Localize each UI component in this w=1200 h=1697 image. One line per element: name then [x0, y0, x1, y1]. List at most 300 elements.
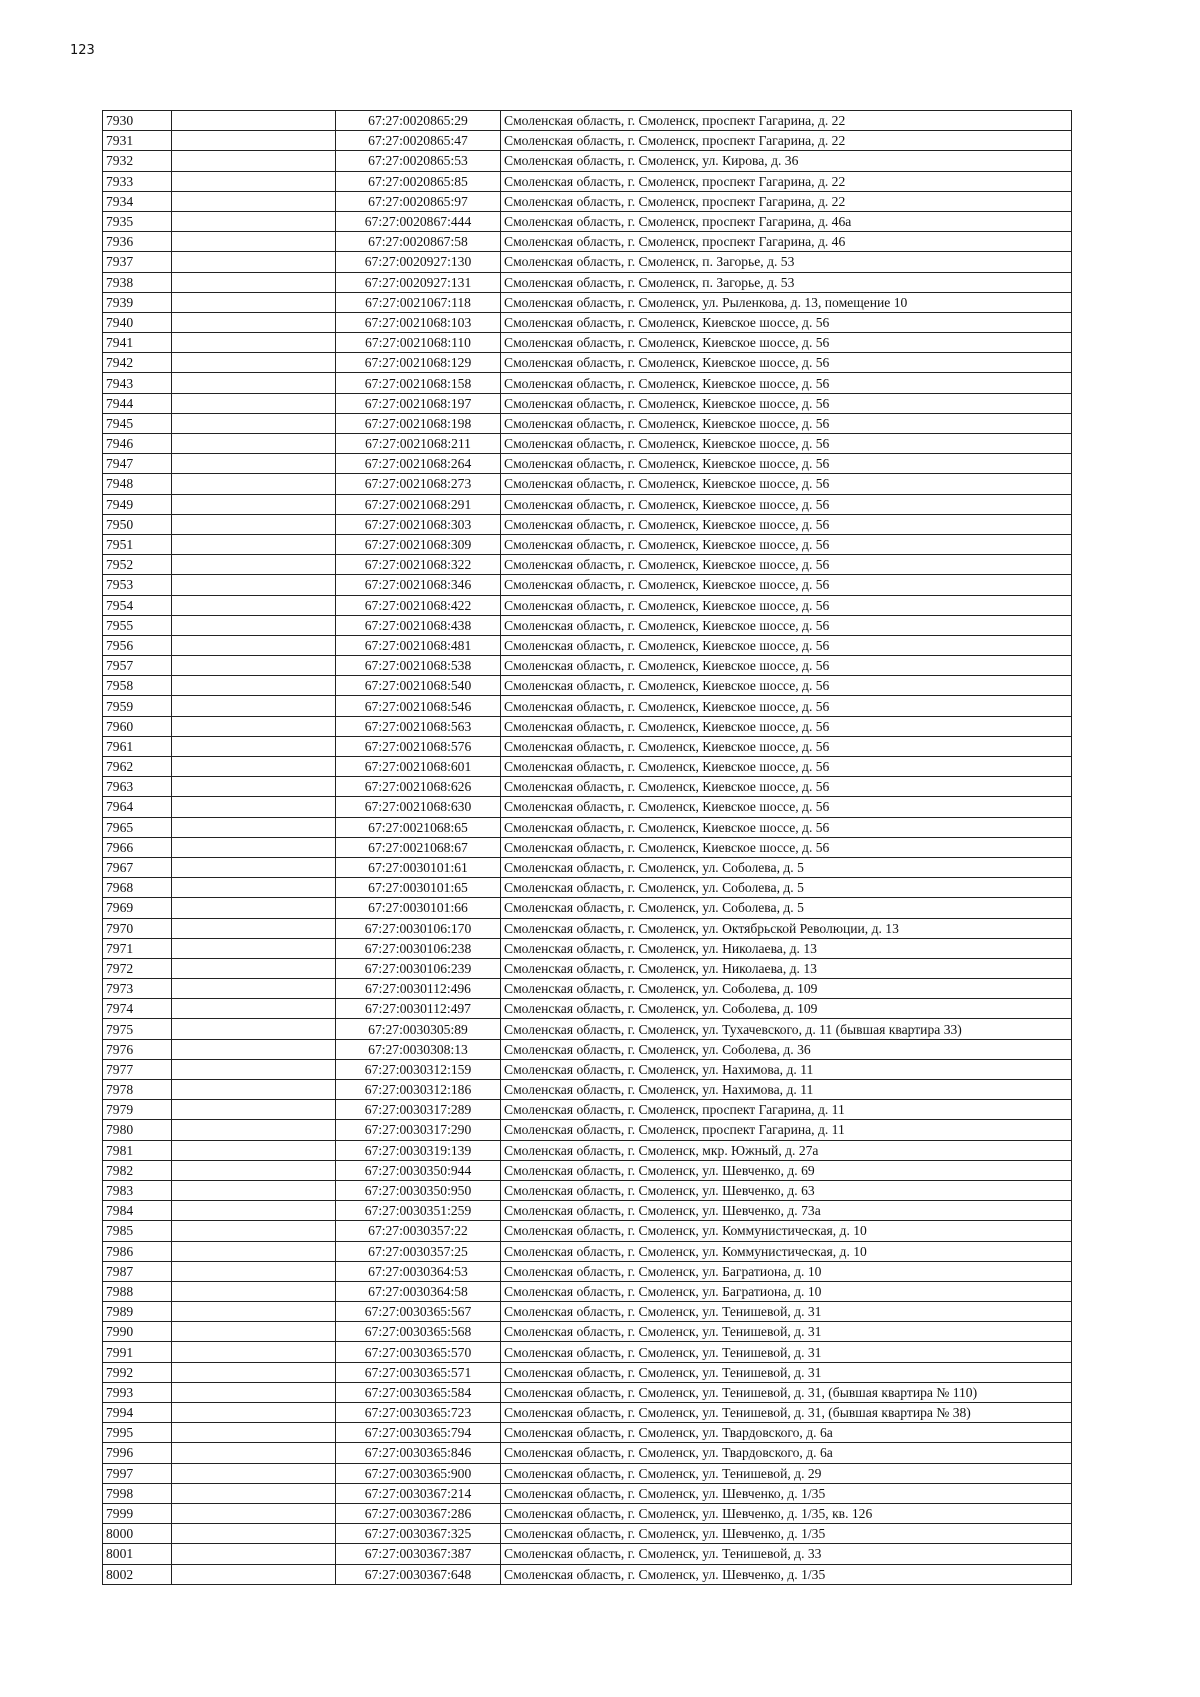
- table-row: [103, 595, 1072, 615]
- records-body: [103, 111, 1072, 1585]
- table-row: [103, 918, 1072, 938]
- address-cell: Смоленская область, г. Смоленск, Киевское шоссе, д. 56: [501, 494, 1072, 514]
- cadastral-number-cell: 67:27:0030106:238: [336, 938, 501, 958]
- address-cell: Смоленская область, г. Смоленск, ул. Соболева, д. 5: [501, 878, 1072, 898]
- row-number-cell: 7958: [103, 676, 172, 696]
- empty-cell: [172, 1483, 336, 1503]
- row-number-cell: 7943: [103, 373, 172, 393]
- empty-cell: [172, 1362, 336, 1382]
- empty-cell: [172, 131, 336, 151]
- row-number-cell: 7989: [103, 1302, 172, 1322]
- table-row: [103, 131, 1072, 151]
- row-number-cell: 7967: [103, 857, 172, 877]
- row-number-cell: 7983: [103, 1180, 172, 1200]
- address-cell: Смоленская область, г. Смоленск, Киевское шоссе, д. 56: [501, 353, 1072, 373]
- address-cell: Смоленская область, г. Смоленск, Киевское шоссе, д. 56: [501, 333, 1072, 353]
- table-row: [103, 111, 1072, 131]
- row-number-cell: 8002: [103, 1564, 172, 1584]
- row-number-cell: 7994: [103, 1403, 172, 1423]
- table-row: [103, 1160, 1072, 1180]
- row-number-cell: 7938: [103, 272, 172, 292]
- empty-cell: [172, 1503, 336, 1523]
- row-number-cell: 7996: [103, 1443, 172, 1463]
- table-row: [103, 312, 1072, 332]
- cadastral-number-cell: 67:27:0021068:626: [336, 777, 501, 797]
- table-row: [103, 817, 1072, 837]
- table-row: [103, 1322, 1072, 1342]
- row-number-cell: 7965: [103, 817, 172, 837]
- address-cell: Смоленская область, г. Смоленск, ул. Тенишевой, д. 31: [501, 1302, 1072, 1322]
- table-row: [103, 1544, 1072, 1564]
- table-row: [103, 696, 1072, 716]
- row-number-cell: 7944: [103, 393, 172, 413]
- empty-cell: [172, 1039, 336, 1059]
- empty-cell: [172, 1443, 336, 1463]
- cadastral-number-cell: 67:27:0030350:950: [336, 1180, 501, 1200]
- table-row: [103, 878, 1072, 898]
- address-cell: Смоленская область, г. Смоленск, ул. Нахимова, д. 11: [501, 1059, 1072, 1079]
- cadastral-number-cell: 67:27:0021068:576: [336, 736, 501, 756]
- row-number-cell: 7932: [103, 151, 172, 171]
- row-number-cell: 7952: [103, 555, 172, 575]
- address-cell: Смоленская область, г. Смоленск, ул. Соболева, д. 109: [501, 979, 1072, 999]
- empty-cell: [172, 393, 336, 413]
- table-row: [103, 474, 1072, 494]
- cadastral-number-cell: 67:27:0030317:289: [336, 1100, 501, 1120]
- table-row: [103, 797, 1072, 817]
- row-number-cell: 7936: [103, 232, 172, 252]
- table-row: [103, 1120, 1072, 1140]
- empty-cell: [172, 1261, 336, 1281]
- table-row: [103, 211, 1072, 231]
- address-cell: Смоленская область, г. Смоленск, ул. Соболева, д. 5: [501, 898, 1072, 918]
- table-row: [103, 1524, 1072, 1544]
- table-row: [103, 1483, 1072, 1503]
- table-row: [103, 272, 1072, 292]
- table-row: [103, 1100, 1072, 1120]
- row-number-cell: 7940: [103, 312, 172, 332]
- cadastral-number-cell: 67:27:0021068:211: [336, 434, 501, 454]
- empty-cell: [172, 514, 336, 534]
- address-cell: Смоленская область, г. Смоленск, Киевское шоссе, д. 56: [501, 393, 1072, 413]
- table-row: [103, 1221, 1072, 1241]
- page-number: 123: [70, 43, 95, 58]
- cadastral-number-cell: 67:27:0021068:630: [336, 797, 501, 817]
- table-row: [103, 1080, 1072, 1100]
- address-cell: Смоленская область, г. Смоленск, Киевское шоссе, д. 56: [501, 615, 1072, 635]
- address-cell: Смоленская область, г. Смоленск, проспект Гагарина, д. 22: [501, 111, 1072, 131]
- table-row: [103, 494, 1072, 514]
- row-number-cell: 7948: [103, 474, 172, 494]
- row-number-cell: 7963: [103, 777, 172, 797]
- empty-cell: [172, 272, 336, 292]
- cadastral-number-cell: 67:27:0030367:214: [336, 1483, 501, 1503]
- address-cell: Смоленская область, г. Смоленск, ул. Твардовского, д. 6а: [501, 1423, 1072, 1443]
- cadastral-number-cell: 67:27:0021068:67: [336, 837, 501, 857]
- row-number-cell: 7964: [103, 797, 172, 817]
- row-number-cell: 7945: [103, 413, 172, 433]
- empty-cell: [172, 615, 336, 635]
- cadastral-number-cell: 67:27:0030305:89: [336, 1019, 501, 1039]
- empty-cell: [172, 857, 336, 877]
- empty-cell: [172, 1180, 336, 1200]
- row-number-cell: 7997: [103, 1463, 172, 1483]
- empty-cell: [172, 555, 336, 575]
- empty-cell: [172, 1201, 336, 1221]
- empty-cell: [172, 413, 336, 433]
- cadastral-number-cell: 67:27:0030101:66: [336, 898, 501, 918]
- row-number-cell: 7930: [103, 111, 172, 131]
- address-cell: Смоленская область, г. Смоленск, Киевское шоссе, д. 56: [501, 817, 1072, 837]
- table-row: [103, 1443, 1072, 1463]
- row-number-cell: 7984: [103, 1201, 172, 1221]
- row-number-cell: 7957: [103, 656, 172, 676]
- cadastral-number-cell: 67:27:0020865:29: [336, 111, 501, 131]
- empty-cell: [172, 312, 336, 332]
- row-number-cell: 7962: [103, 757, 172, 777]
- table-row: [103, 333, 1072, 353]
- empty-cell: [172, 878, 336, 898]
- empty-cell: [172, 777, 336, 797]
- empty-cell: [172, 575, 336, 595]
- table-row: [103, 676, 1072, 696]
- row-number-cell: 7981: [103, 1140, 172, 1160]
- cadastral-number-cell: 67:27:0021067:118: [336, 292, 501, 312]
- empty-cell: [172, 333, 336, 353]
- cadastral-number-cell: 67:27:0021068:481: [336, 635, 501, 655]
- table-row: [103, 656, 1072, 676]
- row-number-cell: 7982: [103, 1160, 172, 1180]
- empty-cell: [172, 979, 336, 999]
- address-cell: Смоленская область, г. Смоленск, Киевское шоссе, д. 56: [501, 534, 1072, 554]
- cadastral-number-cell: 67:27:0030367:648: [336, 1564, 501, 1584]
- cadastral-number-cell: 67:27:0021068:601: [336, 757, 501, 777]
- cadastral-number-cell: 67:27:0020865:53: [336, 151, 501, 171]
- empty-cell: [172, 1564, 336, 1584]
- row-number-cell: 7985: [103, 1221, 172, 1241]
- row-number-cell: 7993: [103, 1382, 172, 1402]
- table-row: [103, 1140, 1072, 1160]
- cadastral-number-cell: 67:27:0021068:309: [336, 534, 501, 554]
- table-row: [103, 1342, 1072, 1362]
- table-row: [103, 1180, 1072, 1200]
- cadastral-number-cell: 67:27:0030367:387: [336, 1544, 501, 1564]
- cadastral-number-cell: 67:27:0021068:538: [336, 656, 501, 676]
- address-cell: Смоленская область, г. Смоленск, ул. Тенишевой, д. 31: [501, 1322, 1072, 1342]
- row-number-cell: 7947: [103, 454, 172, 474]
- cadastral-number-cell: 67:27:0021068:322: [336, 555, 501, 575]
- table-row: [103, 898, 1072, 918]
- table-row: [103, 1201, 1072, 1221]
- empty-cell: [172, 938, 336, 958]
- empty-cell: [172, 1241, 336, 1261]
- empty-cell: [172, 1302, 336, 1322]
- empty-cell: [172, 817, 336, 837]
- cadastral-number-cell: 67:27:0030365:846: [336, 1443, 501, 1463]
- empty-cell: [172, 1019, 336, 1039]
- address-cell: Смоленская область, г. Смоленск, ул. Соболева, д. 36: [501, 1039, 1072, 1059]
- empty-cell: [172, 716, 336, 736]
- table-row: [103, 434, 1072, 454]
- address-cell: Смоленская область, г. Смоленск, ул. Тенишевой, д. 29: [501, 1463, 1072, 1483]
- empty-cell: [172, 837, 336, 857]
- cadastral-number-cell: 67:27:0030106:239: [336, 958, 501, 978]
- row-number-cell: 7980: [103, 1120, 172, 1140]
- row-number-cell: 7971: [103, 938, 172, 958]
- row-number-cell: 7950: [103, 514, 172, 534]
- row-number-cell: 7977: [103, 1059, 172, 1079]
- empty-cell: [172, 191, 336, 211]
- table-row: [103, 413, 1072, 433]
- cadastral-number-cell: 67:27:0030365:567: [336, 1302, 501, 1322]
- empty-cell: [172, 1524, 336, 1544]
- cadastral-number-cell: 67:27:0021068:546: [336, 696, 501, 716]
- address-cell: Смоленская область, г. Смоленск, ул. Коммунистическая, д. 10: [501, 1221, 1072, 1241]
- table-row: [103, 1039, 1072, 1059]
- cadastral-number-cell: 67:27:0021068:197: [336, 393, 501, 413]
- row-number-cell: 7939: [103, 292, 172, 312]
- row-number-cell: 7995: [103, 1423, 172, 1443]
- address-cell: Смоленская область, г. Смоленск, ул. Коммунистическая, д. 10: [501, 1241, 1072, 1261]
- cadastral-number-cell: 67:27:0030365:900: [336, 1463, 501, 1483]
- address-cell: Смоленская область, г. Смоленск, Киевское шоссе, д. 56: [501, 635, 1072, 655]
- cadastral-number-cell: 67:27:0030312:186: [336, 1080, 501, 1100]
- cadastral-number-cell: 67:27:0030364:58: [336, 1281, 501, 1301]
- address-cell: Смоленская область, г. Смоленск, Киевское шоссе, д. 56: [501, 413, 1072, 433]
- cadastral-number-cell: 67:27:0021068:346: [336, 575, 501, 595]
- cadastral-number-cell: 67:27:0030317:290: [336, 1120, 501, 1140]
- row-number-cell: 7969: [103, 898, 172, 918]
- empty-cell: [172, 1544, 336, 1564]
- empty-cell: [172, 494, 336, 514]
- row-number-cell: 7960: [103, 716, 172, 736]
- row-number-cell: 7975: [103, 1019, 172, 1039]
- cadastral-number-cell: 67:27:0030367:325: [336, 1524, 501, 1544]
- row-number-cell: 7991: [103, 1342, 172, 1362]
- row-number-cell: 7987: [103, 1261, 172, 1281]
- table-row: [103, 1403, 1072, 1423]
- address-cell: Смоленская область, г. Смоленск, проспект Гагарина, д. 46: [501, 232, 1072, 252]
- cadastral-number-cell: 67:27:0021068:540: [336, 676, 501, 696]
- cadastral-number-cell: 67:27:0021068:291: [336, 494, 501, 514]
- table-row: [103, 534, 1072, 554]
- table-row: [103, 958, 1072, 978]
- address-cell: Смоленская область, г. Смоленск, Киевское шоссе, д. 56: [501, 656, 1072, 676]
- table-row: [103, 1241, 1072, 1261]
- empty-cell: [172, 454, 336, 474]
- row-number-cell: 7949: [103, 494, 172, 514]
- empty-cell: [172, 252, 336, 272]
- empty-cell: [172, 1342, 336, 1362]
- address-cell: Смоленская область, г. Смоленск, ул. Шевченко, д. 1/35: [501, 1483, 1072, 1503]
- table-row: [103, 292, 1072, 312]
- row-number-cell: 7992: [103, 1362, 172, 1382]
- address-cell: Смоленская область, г. Смоленск, Киевское шоссе, д. 56: [501, 434, 1072, 454]
- table-row: [103, 252, 1072, 272]
- cadastral-number-cell: 67:27:0021068:198: [336, 413, 501, 433]
- table-row: [103, 393, 1072, 413]
- row-number-cell: 7931: [103, 131, 172, 151]
- address-cell: Смоленская область, г. Смоленск, ул. Тенишевой, д. 31: [501, 1342, 1072, 1362]
- table-row: [103, 151, 1072, 171]
- table-row: [103, 999, 1072, 1019]
- address-cell: Смоленская область, г. Смоленск, Киевское шоссе, д. 56: [501, 514, 1072, 534]
- row-number-cell: 8000: [103, 1524, 172, 1544]
- cadastral-number-cell: 67:27:0020865:47: [336, 131, 501, 151]
- table-row: [103, 555, 1072, 575]
- empty-cell: [172, 474, 336, 494]
- table-row: [103, 979, 1072, 999]
- address-cell: Смоленская область, г. Смоленск, ул. Шевченко, д. 1/35: [501, 1564, 1072, 1584]
- table-row: [103, 757, 1072, 777]
- address-cell: Смоленская область, г. Смоленск, проспект Гагарина, д. 11: [501, 1100, 1072, 1120]
- table-row: [103, 716, 1072, 736]
- empty-cell: [172, 999, 336, 1019]
- table-row: [103, 857, 1072, 877]
- empty-cell: [172, 797, 336, 817]
- address-cell: Смоленская область, г. Смоленск, ул. Николаева, д. 13: [501, 958, 1072, 978]
- cadastral-number-cell: 67:27:0021068:103: [336, 312, 501, 332]
- empty-cell: [172, 1080, 336, 1100]
- row-number-cell: 7972: [103, 958, 172, 978]
- cadastral-number-cell: 67:27:0030101:65: [336, 878, 501, 898]
- address-cell: Смоленская область, г. Смоленск, ул. Твардовского, д. 6а: [501, 1443, 1072, 1463]
- row-number-cell: 7966: [103, 837, 172, 857]
- empty-cell: [172, 1423, 336, 1443]
- empty-cell: [172, 534, 336, 554]
- address-cell: Смоленская область, г. Смоленск, ул. Тенишевой, д. 31, (бывшая квартира № 110): [501, 1382, 1072, 1402]
- cadastral-number-cell: 67:27:0020927:131: [336, 272, 501, 292]
- row-number-cell: 7986: [103, 1241, 172, 1261]
- row-number-cell: 7979: [103, 1100, 172, 1120]
- address-cell: Смоленская область, г. Смоленск, Киевское шоссе, д. 56: [501, 373, 1072, 393]
- row-number-cell: 7973: [103, 979, 172, 999]
- empty-cell: [172, 656, 336, 676]
- empty-cell: [172, 434, 336, 454]
- empty-cell: [172, 1059, 336, 1079]
- empty-cell: [172, 757, 336, 777]
- address-cell: Смоленская область, г. Смоленск, ул. Октябрьской Революции, д. 13: [501, 918, 1072, 938]
- address-cell: Смоленская область, г. Смоленск, проспект Гагарина, д. 22: [501, 131, 1072, 151]
- address-cell: Смоленская область, г. Смоленск, ул. Тенишевой, д. 33: [501, 1544, 1072, 1564]
- empty-cell: [172, 736, 336, 756]
- empty-cell: [172, 292, 336, 312]
- cadastral-number-cell: 67:27:0021068:422: [336, 595, 501, 615]
- table-row: [103, 1423, 1072, 1443]
- table-row: [103, 777, 1072, 797]
- row-number-cell: 7956: [103, 635, 172, 655]
- empty-cell: [172, 696, 336, 716]
- table-row: [103, 736, 1072, 756]
- address-cell: Смоленская область, г. Смоленск, ул. Тенишевой, д. 31: [501, 1362, 1072, 1382]
- empty-cell: [172, 111, 336, 131]
- empty-cell: [172, 211, 336, 231]
- address-cell: Смоленская область, г. Смоленск, Киевское шоссе, д. 56: [501, 777, 1072, 797]
- cadastral-number-cell: 67:27:0030357:25: [336, 1241, 501, 1261]
- table-row: [103, 171, 1072, 191]
- table-row: [103, 1362, 1072, 1382]
- cadastral-number-cell: 67:27:0021068:563: [336, 716, 501, 736]
- empty-cell: [172, 1100, 336, 1120]
- empty-cell: [172, 595, 336, 615]
- table-row: [103, 575, 1072, 595]
- table-row: [103, 1059, 1072, 1079]
- address-cell: Смоленская область, г. Смоленск, Киевское шоссе, д. 56: [501, 837, 1072, 857]
- row-number-cell: 7998: [103, 1483, 172, 1503]
- row-number-cell: 7954: [103, 595, 172, 615]
- address-cell: Смоленская область, г. Смоленск, проспект Гагарина, д. 11: [501, 1120, 1072, 1140]
- table-row: [103, 1019, 1072, 1039]
- address-cell: Смоленская область, г. Смоленск, ул. Шевченко, д. 69: [501, 1160, 1072, 1180]
- address-cell: Смоленская область, г. Смоленск, Киевское шоссе, д. 56: [501, 716, 1072, 736]
- empty-cell: [172, 635, 336, 655]
- cadastral-number-cell: 67:27:0030365:571: [336, 1362, 501, 1382]
- table-row: [103, 191, 1072, 211]
- address-cell: Смоленская область, г. Смоленск, Киевское шоссе, д. 56: [501, 595, 1072, 615]
- cadastral-number-cell: 67:27:0030365:584: [336, 1382, 501, 1402]
- empty-cell: [172, 373, 336, 393]
- address-cell: Смоленская область, г. Смоленск, ул. Шевченко, д. 63: [501, 1180, 1072, 1200]
- row-number-cell: 7976: [103, 1039, 172, 1059]
- table-row: [103, 837, 1072, 857]
- address-cell: Смоленская область, г. Смоленск, ул. Рыленкова, д. 13, помещение 10: [501, 292, 1072, 312]
- row-number-cell: 7999: [103, 1503, 172, 1523]
- address-cell: Смоленская область, г. Смоленск, Киевское шоссе, д. 56: [501, 575, 1072, 595]
- cadastral-number-cell: 67:27:0030364:53: [336, 1261, 501, 1281]
- cadastral-number-cell: 67:27:0021068:264: [336, 454, 501, 474]
- cadastral-number-cell: 67:27:0030351:259: [336, 1201, 501, 1221]
- cadastral-number-cell: 67:27:0021068:129: [336, 353, 501, 373]
- table-row: [103, 454, 1072, 474]
- table-row: [103, 353, 1072, 373]
- cadastral-number-cell: 67:27:0021068:438: [336, 615, 501, 635]
- row-number-cell: 7990: [103, 1322, 172, 1342]
- table-row: [103, 1564, 1072, 1584]
- row-number-cell: 7946: [103, 434, 172, 454]
- row-number-cell: 7953: [103, 575, 172, 595]
- cadastral-number-cell: 67:27:0030365:794: [336, 1423, 501, 1443]
- table-row: [103, 1302, 1072, 1322]
- address-cell: Смоленская область, г. Смоленск, ул. Шевченко, д. 73а: [501, 1201, 1072, 1221]
- table-row: [103, 615, 1072, 635]
- empty-cell: [172, 1120, 336, 1140]
- row-number-cell: 7988: [103, 1281, 172, 1301]
- address-cell: Смоленская область, г. Смоленск, Киевское шоссе, д. 56: [501, 696, 1072, 716]
- cadastral-number-cell: 67:27:0030112:496: [336, 979, 501, 999]
- cadastral-number-cell: 67:27:0030365:570: [336, 1342, 501, 1362]
- cadastral-number-cell: 67:27:0030365:723: [336, 1403, 501, 1423]
- cadastral-number-cell: 67:27:0021068:158: [336, 373, 501, 393]
- address-cell: Смоленская область, г. Смоленск, ул. Нахимова, д. 11: [501, 1080, 1072, 1100]
- row-number-cell: 7933: [103, 171, 172, 191]
- address-cell: Смоленская область, г. Смоленск, ул. Николаева, д. 13: [501, 938, 1072, 958]
- table-row: [103, 1382, 1072, 1402]
- address-cell: Смоленская область, г. Смоленск, ул. Багратиона, д. 10: [501, 1281, 1072, 1301]
- empty-cell: [172, 1281, 336, 1301]
- empty-cell: [172, 232, 336, 252]
- empty-cell: [172, 1403, 336, 1423]
- records-table: [102, 110, 1072, 1585]
- row-number-cell: 7959: [103, 696, 172, 716]
- row-number-cell: 7961: [103, 736, 172, 756]
- address-cell: Смоленская область, г. Смоленск, проспект Гагарина, д. 46а: [501, 211, 1072, 231]
- empty-cell: [172, 918, 336, 938]
- cadastral-number-cell: 67:27:0021068:65: [336, 817, 501, 837]
- address-cell: Смоленская область, г. Смоленск, Киевское шоссе, д. 56: [501, 676, 1072, 696]
- cadastral-number-cell: 67:27:0021068:303: [336, 514, 501, 534]
- empty-cell: [172, 353, 336, 373]
- cadastral-number-cell: 67:27:0030101:61: [336, 857, 501, 877]
